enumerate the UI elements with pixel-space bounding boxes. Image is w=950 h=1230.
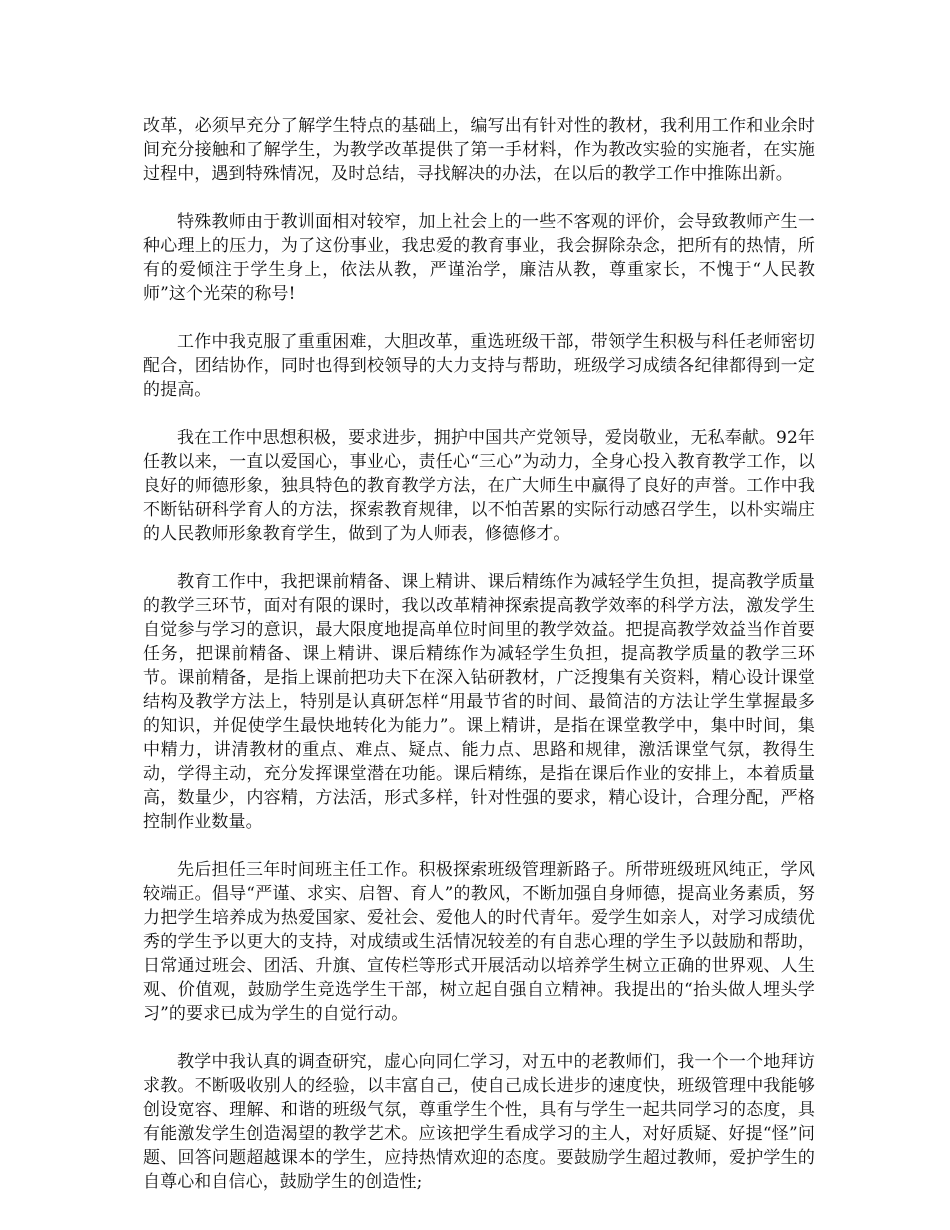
paragraph-4: 我在工作中思想积极，要求进步，拥护中国共产党领导，爱岗敬业，无私奉献。92年任教以来，一直以爱国心，事业心，责任心“三心”为动力，全身心投入教育教学工作，以良好的师德形象，独具特色的教育教学方法，在广大师生中赢得了良好的声誉。工作中我不断钻研科学育人的方法，探索教育规律，以不怕苦累的实际行动感召学生，以朴实端庄的人民教师形象教育学生，做到了为人师表，修德修才。 — [143, 428, 815, 544]
paragraph-7: 教学中我认真的调查研究，虚心向同仁学习，对五中的老教师们，我一个一个地拜访求教。不断吸收别人的经验，以丰富自己，使自己成长进步的速度快，班级管理中我能够创设宽容、理解、和谐的班级气氛，尊重学生个性，具有与学生一起共同学习的态度，具有能激发学生创造渴望的教学艺术。应该把学生看成学习的主人，对好质疑、好提“怪”问题、回答问题超越课本的学生，应持热情欢迎的态度。要鼓励学生超过教师，爱护学生的自尊心和自信心，鼓励学生的创造性; — [143, 1052, 815, 1192]
paragraph-1: 改革，必须早充分了解学生特点的基础上，编写出有针对性的教材，我利用工作和业余时间充分接触和了解学生，为教学改革提供了第一手材料，作为教改实验的实施者，在实施过程中，遇到特殊情况，及时总结，寻找解决的办法，在以后的教学工作中推陈出新。 — [143, 116, 815, 184]
paragraph-6: 先后担任三年时间班主任工作。积极探索班级管理新路子。所带班级班风纯正，学风较端正。倡导“严谨、求实、启智、育人”的教风，不断加强自身师德，提高业务素质，努力把学生培养成为热爱国家、爱社会、爱他人的时代青年。爱学生如亲人，对学习成绩优秀的学生予以更大的支持，对成绩或生活情况较差的有自悲心理的学生予以鼓励和帮助，日常通过班会、团活、升旗、宣传栏等形式开展活动以培养学生树立正确的世界观、人生观、价值观，鼓励学生竞选学生干部，树立起自强自立精神。我提出的“抬头做人埋头学习”的要求已成为学生的自觉行动。 — [143, 860, 815, 1024]
paragraph-3: 工作中我克服了重重困难，大胆改革，重选班级干部，带领学生积极与科任老师密切配合，团结协作，同时也得到校领导的大力支持与帮助，班级学习成绩各纪律都得到一定的提高。 — [143, 332, 815, 400]
document-body — [143, 114, 815, 1218]
paragraph-2: 特殊教师由于教训面相对较窄，加上社会上的一些不客观的评价，会导致教师产生一种心理上的压力，为了这份事业，我忠爱的教育事业，我会摒除杂念，把所有的热情，所有的爱倾注于学生身上，依法从教，严谨治学，廉洁从教，尊重家长，不愧于“人民教师”这个光荣的称号! — [143, 212, 815, 304]
paragraph-5: 教育工作中，我把课前精备、课上精讲、课后精练作为减轻学生负担，提高教学质量的教学三环节，面对有限的课时，我以改革精神探索提高教学效率的科学方法，激发学生自觉参与学习的意识，最大限度地提高单位时间里的教学效益。把提高教学效益当作首要任务，把课前精备、课上精讲、课后精练作为减轻学生负担，提高教学质量的教学三环节。课前精备，是指上课前把功夫下在深入钻研教材，广泛搜集有关资料，精心设计课堂结构及教学方法上，特别是认真研怎样“用最节省的时间、最简洁的方法让学生掌握最多的知识，并促使学生最快地转化为能力”。课上精讲，是指在课堂教学中，集中时间，集中精力，讲清教材的重点、难点、疑点、能力点、思路和规律，激活课堂气氛，教得生动，学得主动，充分发挥课堂潜在功能。课后精练，是指在课后作业的安排上，本着质量高，数量少，内容精，方法活，形式多样，针对性强的要求，精心设计，合理分配，严格控制作业数量。 — [143, 572, 815, 832]
